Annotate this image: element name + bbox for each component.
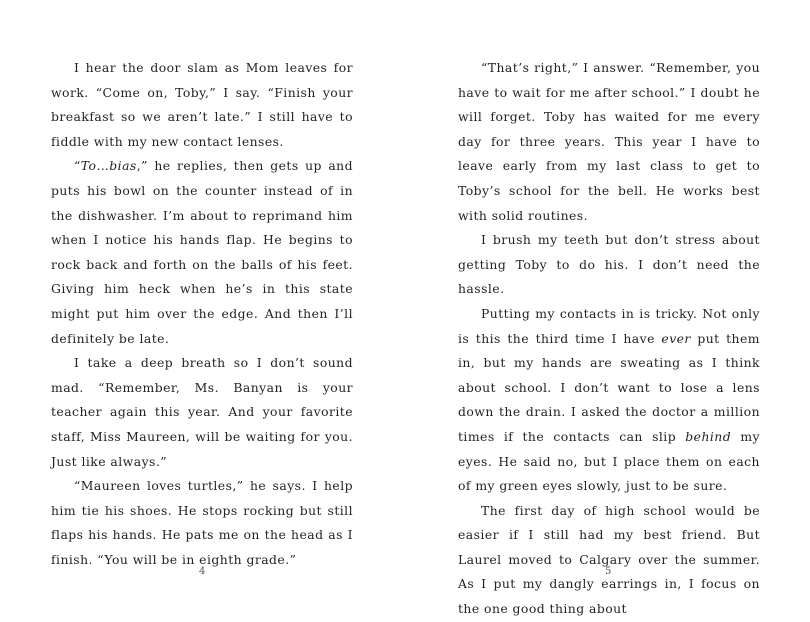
text-run: my eyes. He said no, but I place them on each of my green eyes slowly, just to be sure.	[458, 428, 760, 494]
right-page	[458, 56, 760, 622]
italic-text: To…bias	[80, 158, 137, 174]
text-run: ,” he replies, then gets up and puts his bowl on the counter instead of in the dishwasher. I’m about to reprimand him when I notice his hands flap. He begins to rock back and forth on the balls of his feet. Giving him heck when he’s in this state might put him over the edge. And then I’ll definitely be late.	[51, 158, 353, 346]
paragraph	[458, 302, 760, 499]
paragraph	[458, 56, 760, 228]
italic-text: ever	[661, 330, 691, 346]
paragraph	[458, 228, 760, 302]
text-run: “Maureen loves turtles,” he says. I help him tie his shoes. He stops rocking but still flaps his hands. He pats me on the head as I finish. “You will be in eighth grade.”	[51, 478, 353, 567]
paragraph	[51, 154, 353, 351]
text-run: I hear the door slam as Mom leaves for work. “Come on, Toby,” I say. “Finish your breakfast so we aren’t late.” I still have to fiddle with my new contact lenses.	[51, 60, 353, 149]
text-run: I brush my teeth but don’t stress about getting Toby to do his. I don’t need the hassle.	[458, 232, 760, 297]
left-page	[51, 56, 353, 572]
paragraph	[51, 474, 353, 572]
text-run: “	[74, 158, 81, 174]
text-run: The first day of high school would be easier if I still had my best friend. But Laurel moved to Calgary over the summer. As I put my dangly earrings in, I focus on the one good thing about	[458, 502, 760, 617]
text-run: Putting my contacts in is tricky. Not only is this the third time I have	[458, 305, 760, 346]
page-number-right: 5	[605, 566, 612, 577]
page-number-left: 4	[199, 566, 206, 577]
text-run: put them in, but my hands are sweating as I think about school. I don’t want to lose a lens down the drain. I asked the doctor a million times if the contacts can slip	[458, 330, 760, 444]
text-run: I take a deep breath so I don’t sound mad. “Remember, Ms. Banyan is your teacher again this year. And your favorite staff, Miss Maureen, will be waiting for you. Just like always.”	[51, 355, 353, 469]
text-run: “That’s right,” I answer. “Remember, you have to wait for me after school.” I doubt he will forget. Toby has waited for me every day for three years. This year I have to leave early from my last class to get to Toby’s school for the bell. He works best with solid routines.	[458, 60, 760, 223]
paragraph	[51, 56, 353, 154]
paragraph	[458, 499, 760, 622]
paragraph	[51, 351, 353, 474]
italic-text: behind	[685, 428, 732, 444]
